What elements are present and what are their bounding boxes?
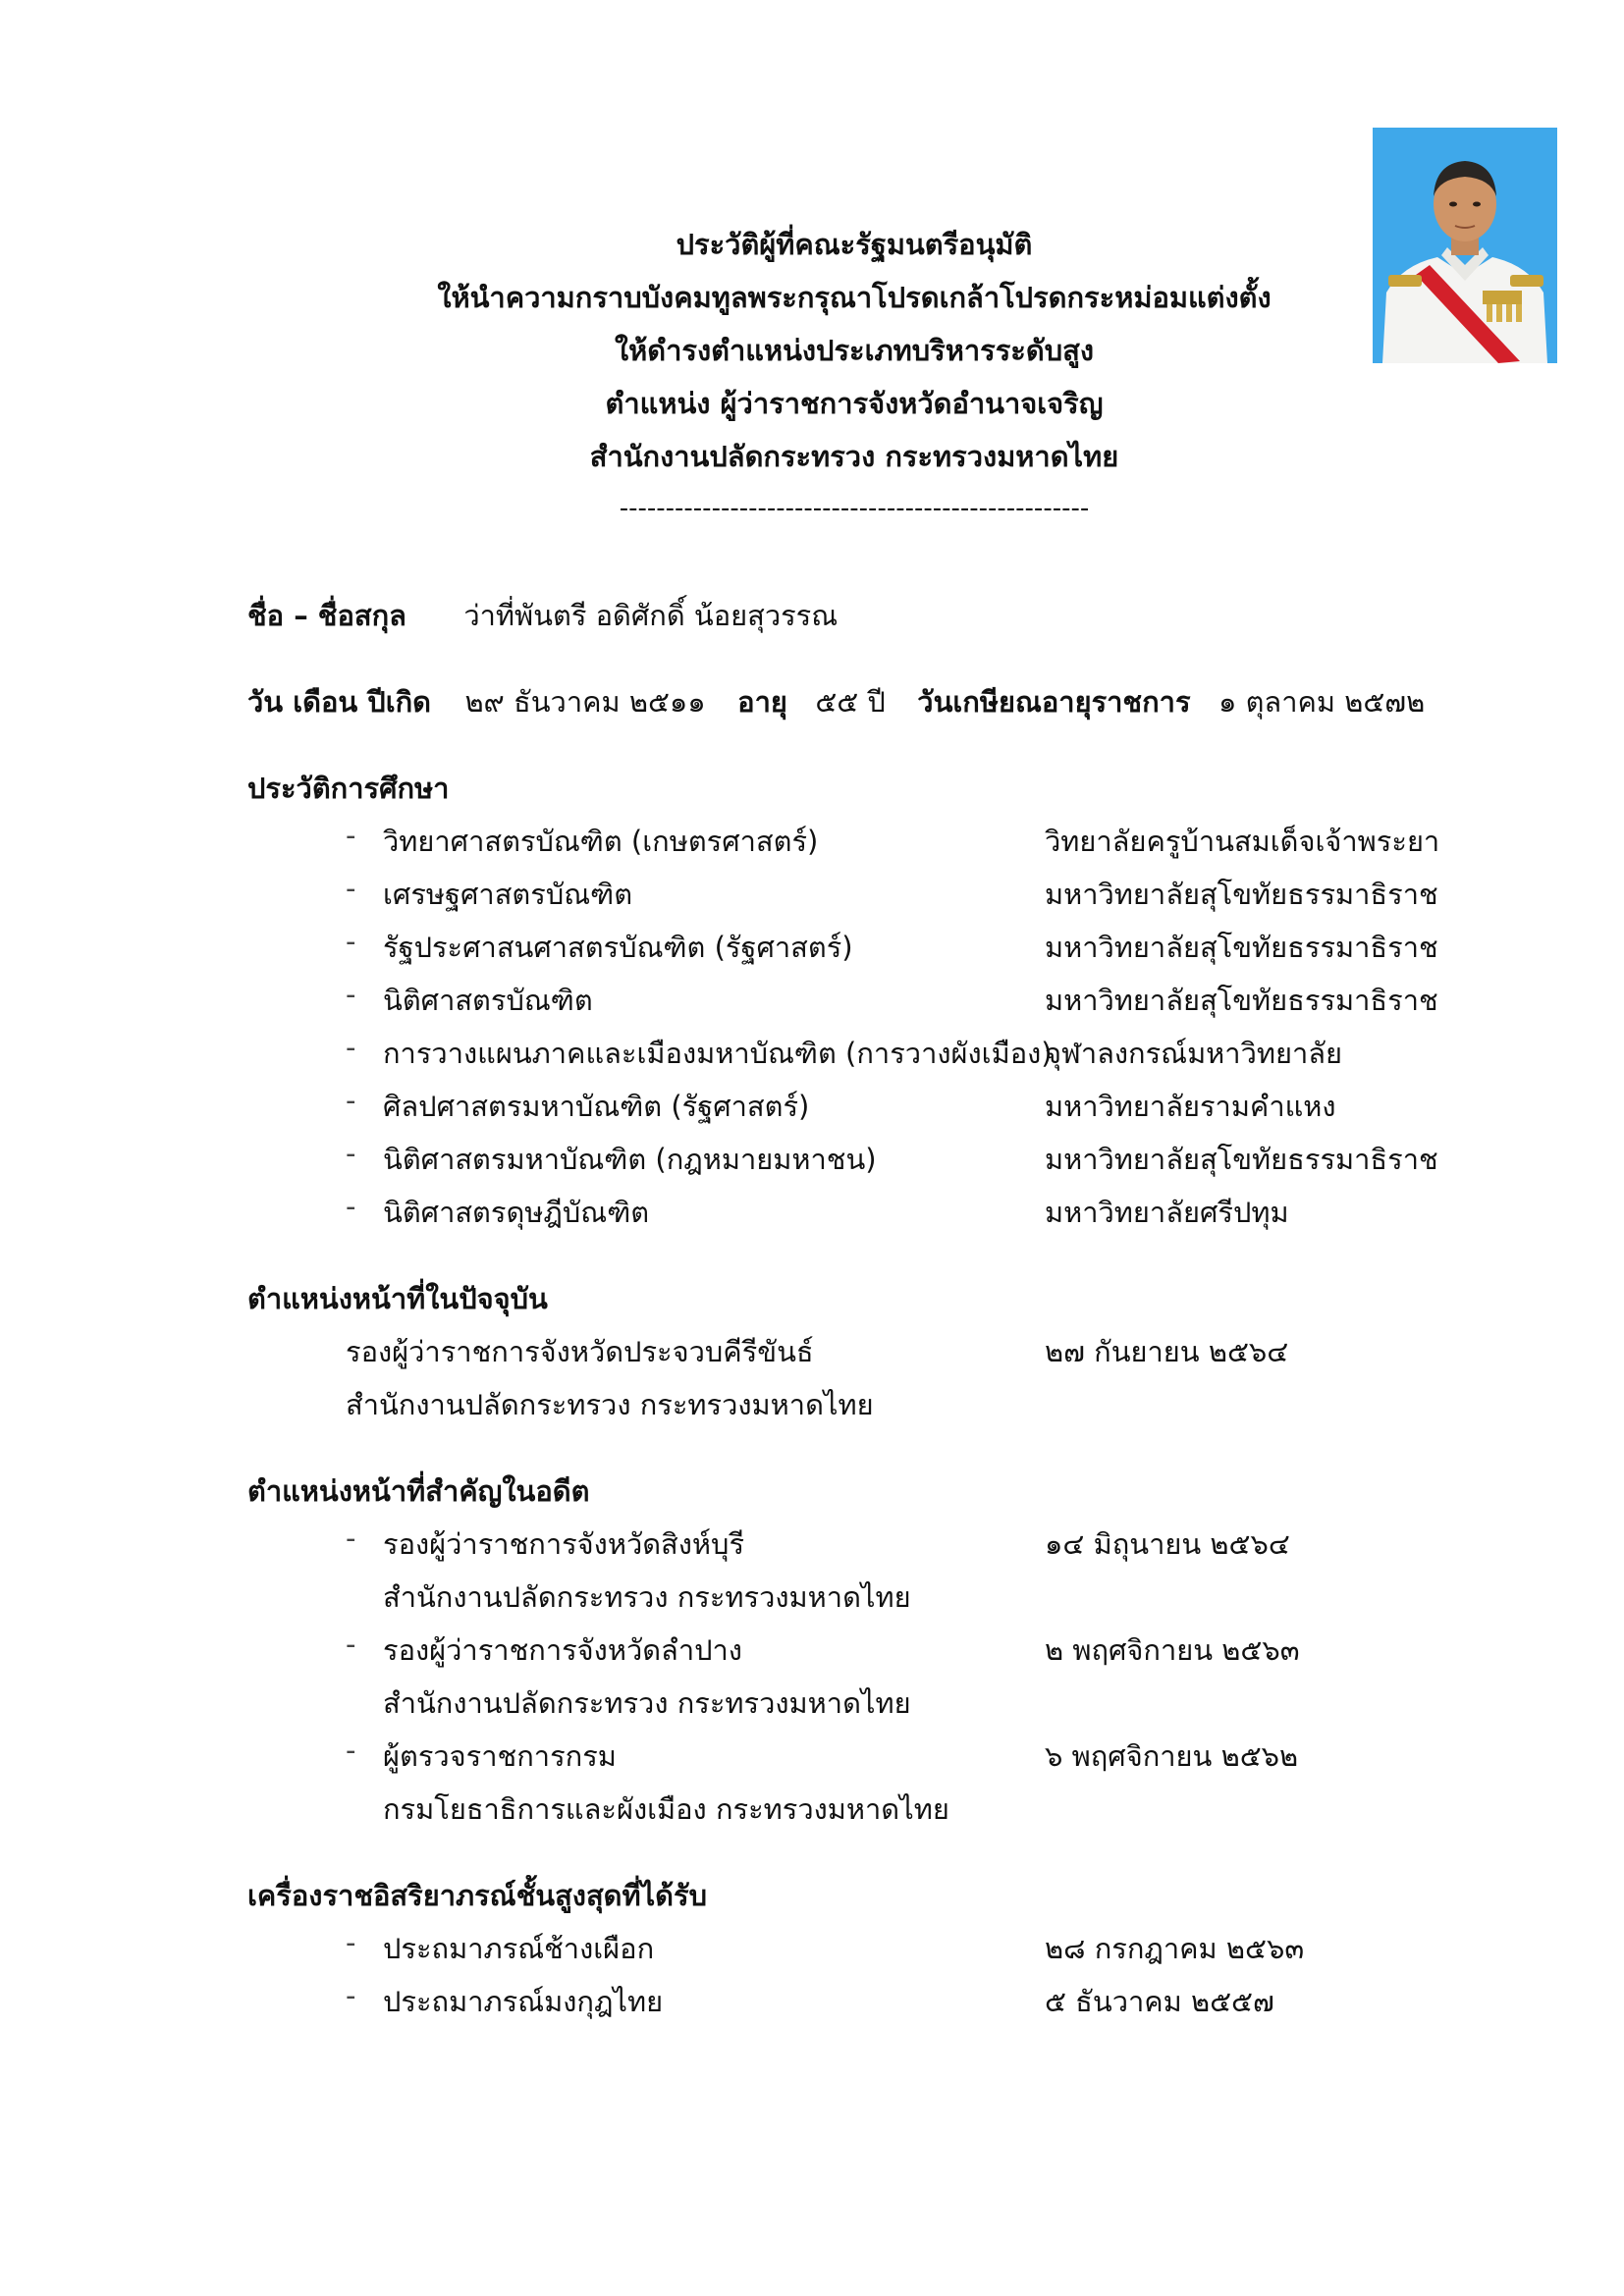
education-degree: นิติศาสตรบัณฑิต <box>383 984 593 1017</box>
list-bullet: - <box>346 1628 356 1661</box>
decorations-title: เครื่องราชอิสริยาภรณ์ชั้นสูงสุดที่ได้รับ <box>247 1879 707 1912</box>
document-header <box>295 218 1414 534</box>
past-position: ผู้ตรวจราชการกรม <box>383 1739 617 1773</box>
education-institution: มหาวิทยาลัยศรีปทุม <box>1045 1196 1289 1229</box>
decoration-name: ประถมาภรณ์มงกุฎไทย <box>383 1985 664 2018</box>
age-value: ๕๕ ปี <box>815 685 886 719</box>
past-title: ตำแหน่งหน้าที่สำคัญในอดีต <box>247 1474 590 1508</box>
list-bullet: - <box>346 1137 356 1170</box>
decoration-date: ๕ ธันวาคม ๒๕๕๗ <box>1045 1985 1274 2018</box>
list-bullet: - <box>346 1522 356 1555</box>
education-degree: การวางแผนภาคและเมืองมหาบัณฑิต (การวางผังเมือง) <box>383 1037 1053 1070</box>
birth-date: ๒๙ ธันวาคม ๒๕๑๑ <box>464 685 706 719</box>
past-org: สำนักงานปลัดกระทรวง กระทรวงมหาดไทย <box>383 1580 911 1614</box>
current-position: รองผู้ว่าราชการจังหวัดประจวบคีรีขันธ์ <box>346 1335 814 1368</box>
list-bullet: - <box>346 1031 356 1064</box>
education-degree: วิทยาศาสตรบัณฑิต (เกษตรศาสตร์) <box>383 825 819 858</box>
past-org: สำนักงานปลัดกระทรวง กระทรวงมหาดไทย <box>383 1686 911 1720</box>
list-bullet: - <box>346 1979 356 2012</box>
education-degree: ศิลปศาสตรมหาบัณฑิต (รัฐศาสตร์) <box>383 1090 810 1123</box>
education-institution: มหาวิทยาลัยสุโขทัยธรรมาธิราช <box>1045 931 1438 964</box>
header-line-3: ให้ดำรงตำแหน่งประเภทบริหารระดับสูง <box>615 334 1094 367</box>
list-bullet: - <box>346 925 356 958</box>
retire-label: วันเกษียณอายุราชการ <box>917 685 1191 719</box>
header-line-4: ตำแหน่ง ผู้ว่าราชการจังหวัดอำนาจเจริญ <box>605 387 1104 420</box>
retire-date: ๑ ตุลาคม ๒๕๗๒ <box>1218 685 1426 719</box>
education-degree: นิติศาสตรมหาบัณฑิต (กฎหมายมหาชน) <box>383 1143 877 1176</box>
education-degree: เศรษฐศาสตรบัณฑิต <box>383 878 633 911</box>
education-institution: วิทยาลัยครูบ้านสมเด็จเจ้าพระยา <box>1045 825 1440 858</box>
birth-row <box>247 679 1425 724</box>
education-institution: มหาวิทยาลัยสุโขทัยธรรมาธิราช <box>1045 984 1438 1017</box>
current-title: ตำแหน่งหน้าที่ในปัจจุบัน <box>247 1282 548 1315</box>
current-org: สำนักงานปลัดกระทรวง กระทรวงมหาดไทย <box>346 1388 874 1421</box>
education-title: ประวัติการศึกษา <box>247 772 450 805</box>
education-degree: นิติศาสตรดุษฎีบัณฑิต <box>383 1196 650 1229</box>
education-degree: รัฐประศาสนศาสตรบัณฑิต (รัฐศาสตร์) <box>383 931 853 964</box>
list-bullet: - <box>346 1084 356 1117</box>
header-line-2: ให้นำความกราบบังคมทูลพระกรุณาโปรดเกล้าโปรดกระหม่อมแต่งตั้ง <box>437 281 1272 314</box>
list-bullet: - <box>346 819 356 852</box>
name-label: ชื่อ – ชื่อสกุล <box>247 599 406 632</box>
past-position: รองผู้ว่าราชการจังหวัดสิงห์บุรี <box>383 1527 745 1561</box>
birth-label: วัน เดือน ปีเกิด <box>247 685 431 719</box>
education-institution: มหาวิทยาลัยสุโขทัยธรรมาธิราช <box>1045 878 1438 911</box>
education-institution: จุฬาลงกรณ์มหาวิทยาลัย <box>1045 1037 1343 1070</box>
education-institution: มหาวิทยาลัยสุโขทัยธรรมาธิราช <box>1045 1143 1438 1176</box>
past-date: ๒ พฤศจิกายน ๒๕๖๓ <box>1045 1633 1300 1667</box>
name-row <box>247 593 838 638</box>
decoration-date: ๒๘ กรกฎาคม ๒๕๖๓ <box>1045 1932 1305 1965</box>
education-institution: มหาวิทยาลัยรามคำแหง <box>1045 1090 1336 1123</box>
past-date: ๖ พฤศจิกายน ๒๕๖๒ <box>1045 1739 1299 1773</box>
age-label: อายุ <box>737 685 787 719</box>
list-bullet: - <box>346 1926 356 1959</box>
list-bullet: - <box>346 978 356 1011</box>
list-bullet: - <box>346 1190 356 1223</box>
name-value: ว่าที่พันตรี อดิศักดิ์ น้อยสุวรรณ <box>463 599 839 632</box>
header-rule: --------------------------------------------------- <box>619 494 1090 523</box>
list-bullet: - <box>346 872 356 905</box>
decoration-name: ประถมาภรณ์ช้างเผือก <box>383 1932 655 1965</box>
past-position: รองผู้ว่าราชการจังหวัดลำปาง <box>383 1633 742 1667</box>
list-bullet: - <box>346 1734 356 1767</box>
past-date: ๑๔ มิถุนายน ๒๕๖๔ <box>1045 1527 1290 1561</box>
current-date: ๒๗ กันยายน ๒๕๖๔ <box>1045 1335 1289 1368</box>
header-line-5: สำนักงานปลัดกระทรวง กระทรวงมหาดไทย <box>589 440 1119 473</box>
header-line-1: ประวัติผู้ที่คณะรัฐมนตรีอนุมัติ <box>676 228 1033 261</box>
past-org: กรมโยธาธิการและผังเมือง กระทรวงมหาดไทย <box>383 1792 949 1826</box>
